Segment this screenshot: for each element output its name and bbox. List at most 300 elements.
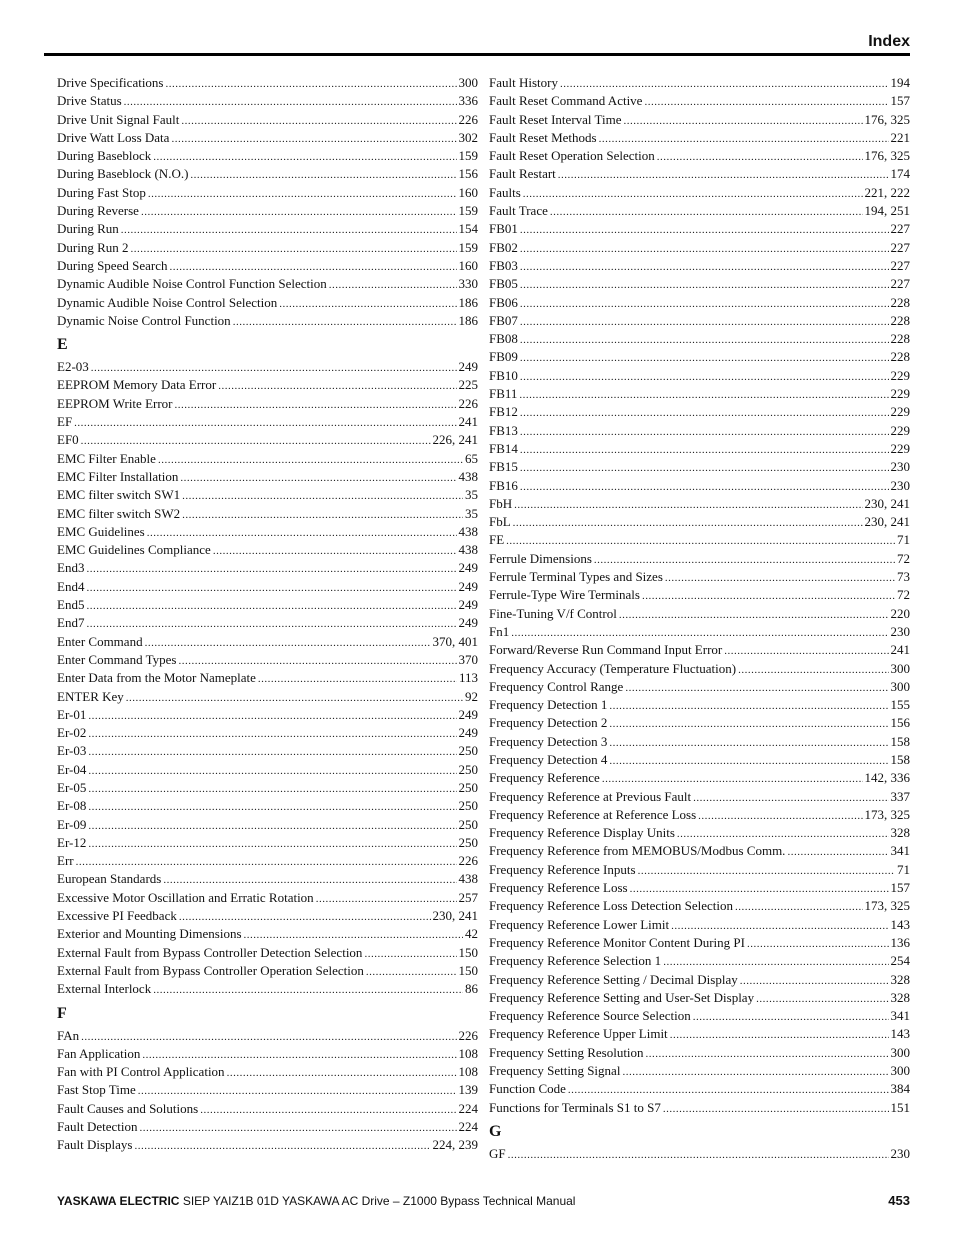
- dot-leader: [140, 1119, 457, 1137]
- dot-leader: [329, 276, 457, 294]
- index-page-ref: 226: [458, 395, 478, 411]
- dot-leader: [81, 432, 431, 450]
- index-page-ref: 151: [890, 1099, 910, 1115]
- index-term: Fine-Tuning V/f Control: [489, 605, 617, 621]
- index-page-ref: 328: [890, 989, 910, 1005]
- index-term: Frequency Reference Inputs: [489, 861, 636, 877]
- index-page-ref: 35: [465, 505, 478, 521]
- index-page-ref: 159: [458, 239, 478, 255]
- dot-leader: [609, 715, 888, 733]
- index-entry: [489, 220, 910, 238]
- index-term: Frequency Reference from MEMOBUS/Modbus Comm.: [489, 843, 786, 859]
- index-entry: [57, 816, 478, 834]
- index-entry: [57, 129, 478, 147]
- index-entry: [489, 495, 910, 513]
- index-page-ref: 249: [458, 560, 478, 576]
- index-entry: [489, 660, 910, 678]
- index-entry: [489, 129, 910, 147]
- index-entry: [489, 751, 910, 769]
- dot-leader: [594, 551, 895, 569]
- index-page-ref: 336: [458, 93, 478, 109]
- index-entry: [489, 550, 910, 568]
- index-page-ref: 250: [458, 743, 478, 759]
- index-page-ref: 249: [458, 725, 478, 741]
- index-page-ref: 73: [897, 569, 910, 585]
- dot-leader: [88, 743, 456, 761]
- index-entry: [489, 842, 910, 860]
- index-term: ENTER Key: [57, 688, 124, 704]
- dot-leader: [147, 524, 457, 542]
- index-page-ref: 142, 336: [864, 770, 910, 786]
- index-page-ref: 226: [458, 111, 478, 127]
- dot-leader: [670, 1026, 889, 1044]
- index-entry: [57, 275, 478, 293]
- index-page-ref: 230, 241: [864, 514, 910, 530]
- dot-leader: [88, 835, 456, 853]
- index-entry: [489, 477, 910, 495]
- index-term: Fault Detection: [57, 1119, 138, 1135]
- index-entry: [57, 376, 478, 394]
- dot-leader: [227, 1064, 457, 1082]
- index-page-ref: 227: [890, 221, 910, 237]
- index-page-ref: 159: [458, 203, 478, 219]
- index-term: During Speed Search: [57, 257, 168, 273]
- index-page-ref: 250: [458, 834, 478, 850]
- index-page-ref: 302: [458, 129, 478, 145]
- index-entry: [57, 165, 478, 183]
- dot-leader: [364, 945, 456, 963]
- dot-leader: [638, 862, 895, 880]
- index-term: FB13: [489, 422, 518, 438]
- index-entry: [489, 1007, 910, 1025]
- index-term: Fan with PI Control Application: [57, 1064, 225, 1080]
- index-term: FB16: [489, 477, 518, 493]
- index-entry: [57, 962, 478, 980]
- dot-leader: [514, 496, 862, 514]
- index-entry: [489, 861, 910, 879]
- index-page-ref: 143: [890, 916, 910, 932]
- index-page-ref: 157: [890, 880, 910, 896]
- index-entry: [489, 275, 910, 293]
- dot-leader: [178, 652, 456, 670]
- index-entry: [489, 952, 910, 970]
- dot-leader: [153, 148, 456, 166]
- index-entry: [489, 403, 910, 421]
- dot-leader: [646, 1045, 889, 1063]
- index-term: Dynamic Audible Noise Control Selection: [57, 294, 278, 310]
- index-term: Enter Data from the Motor Nameplate: [57, 670, 256, 686]
- index-term: Er-05: [57, 779, 87, 795]
- index-entry: [57, 614, 478, 632]
- dot-leader: [148, 185, 457, 203]
- index-term: Forward/Reverse Run Command Input Error: [489, 642, 723, 658]
- index-term: EMC filter switch SW1: [57, 487, 181, 503]
- index-entry: [489, 879, 910, 897]
- dot-leader: [520, 276, 889, 294]
- index-entry: [57, 184, 478, 202]
- dot-leader: [609, 734, 888, 752]
- dot-leader: [316, 890, 457, 908]
- index-entry: [489, 623, 910, 641]
- index-page-ref: 330: [458, 276, 478, 292]
- index-entry: [57, 907, 478, 925]
- index-term: End3: [57, 560, 85, 576]
- index-page-ref: 176, 325: [864, 148, 910, 164]
- index-term: Frequency Reference Loss Detection Selection: [489, 898, 734, 914]
- index-page-ref: 221: [890, 129, 910, 145]
- index-term: Frequency Detection 2: [489, 715, 608, 731]
- index-page-ref: 300: [458, 75, 478, 90]
- index-term: EF0: [57, 432, 79, 448]
- index-entry: [57, 395, 478, 413]
- index-term: FB14: [489, 440, 518, 456]
- index-term: During Run 2: [57, 239, 129, 255]
- dot-leader: [182, 506, 463, 524]
- header-rule: [44, 53, 910, 56]
- index-page-ref: 156: [890, 715, 910, 731]
- index-term: Frequency Reference at Previous Fault: [489, 788, 692, 804]
- index-term: FB08: [489, 331, 518, 347]
- index-page-ref: 224, 239: [432, 1137, 478, 1153]
- dot-leader: [599, 130, 889, 148]
- dot-leader: [233, 313, 457, 331]
- index-page-ref: 300: [890, 1044, 910, 1060]
- index-entry: [489, 678, 910, 696]
- index-page-ref: 250: [458, 779, 478, 795]
- index-entry: [489, 92, 910, 110]
- index-letter-heading: F: [57, 1004, 67, 1022]
- dot-leader: [520, 423, 889, 441]
- index-page-ref: 226, 241: [432, 432, 478, 448]
- dot-leader: [131, 240, 457, 258]
- index-term: Fault Reset Interval Time: [489, 111, 622, 127]
- dot-leader: [520, 331, 889, 349]
- dot-leader: [179, 908, 431, 926]
- dot-leader: [665, 569, 895, 587]
- index-term: Fault Reset Methods: [489, 129, 597, 145]
- index-page-ref: 370: [458, 651, 478, 667]
- index-term: FB12: [489, 404, 518, 420]
- dot-leader: [181, 112, 456, 130]
- index-entry: [57, 1027, 478, 1045]
- dot-leader: [134, 1137, 430, 1155]
- index-page-ref: 108: [458, 1064, 478, 1080]
- dot-leader: [76, 853, 457, 871]
- index-page-ref: 143: [890, 1026, 910, 1042]
- dot-leader: [88, 725, 456, 743]
- index-entry: [489, 714, 910, 732]
- index-term: Frequency Reference Setting and User-Set Display: [489, 989, 755, 1005]
- index-entry: [57, 779, 478, 797]
- index-page-ref: 250: [458, 798, 478, 814]
- dot-leader: [520, 313, 889, 331]
- dot-leader: [523, 185, 863, 203]
- index-entry: [489, 202, 910, 220]
- index-entry: [57, 468, 478, 486]
- index-term: Er-08: [57, 798, 87, 814]
- index-term: FE: [489, 532, 505, 548]
- index-term: During Run: [57, 221, 119, 237]
- index-term: Frequency Reference Display Units: [489, 825, 675, 841]
- dot-leader: [622, 1063, 888, 1081]
- index-entry: [489, 696, 910, 714]
- index-page-ref: 228: [890, 349, 910, 365]
- index-term: Frequency Reference Selection 1: [489, 953, 662, 969]
- dot-leader: [747, 935, 889, 953]
- index-page-ref: 300: [890, 678, 910, 694]
- index-term: Dynamic Noise Control Function: [57, 312, 231, 328]
- index-entry: [489, 897, 910, 915]
- index-term: Ferrule-Type Wire Terminals: [489, 587, 640, 603]
- dot-leader: [619, 606, 889, 624]
- index-page-ref: 328: [890, 971, 910, 987]
- index-term: European Standards: [57, 871, 162, 887]
- index-entry: [57, 761, 478, 779]
- index-page-ref: 160: [458, 257, 478, 273]
- index-term: Function Code: [489, 1081, 566, 1097]
- dot-leader: [158, 451, 463, 469]
- dot-leader: [520, 295, 889, 313]
- dot-leader: [520, 240, 889, 258]
- index-term: FB06: [489, 294, 518, 310]
- index-term: Dynamic Audible Noise Control Function Selection: [57, 276, 327, 292]
- dot-leader: [166, 75, 457, 93]
- dot-leader: [141, 203, 457, 221]
- index-entry: [489, 971, 910, 989]
- index-term: FbH: [489, 495, 513, 511]
- index-term: Fault History: [489, 75, 558, 90]
- index-entry: [57, 651, 478, 669]
- index-term: Fault Reset Command Active: [489, 93, 643, 109]
- dot-leader: [520, 441, 889, 459]
- dot-leader: [138, 1082, 457, 1100]
- index-page-ref: 186: [458, 294, 478, 310]
- index-page-ref: 228: [890, 312, 910, 328]
- dot-leader: [513, 514, 863, 532]
- index-entry: [57, 312, 478, 330]
- index-entry: [57, 486, 478, 504]
- index-term: FB05: [489, 276, 518, 292]
- dot-leader: [200, 1101, 456, 1119]
- dot-leader: [520, 349, 889, 367]
- index-term: Drive Unit Signal Fault: [57, 111, 180, 127]
- index-term: Frequency Setting Resolution: [489, 1044, 644, 1060]
- index-page-ref: 225: [458, 377, 478, 393]
- dot-leader: [519, 386, 888, 404]
- index-term: End7: [57, 615, 85, 631]
- index-entry: [57, 202, 478, 220]
- index-term: Frequency Reference Lower Limit: [489, 916, 670, 932]
- dot-leader: [511, 624, 888, 642]
- dot-leader: [86, 597, 456, 615]
- index-entry: [57, 925, 478, 943]
- index-page-ref: 71: [897, 532, 910, 548]
- index-term: Frequency Detection 1: [489, 697, 608, 713]
- dot-leader: [698, 807, 862, 825]
- dot-leader: [218, 377, 456, 395]
- index-term: FB02: [489, 239, 518, 255]
- index-entry: [489, 111, 910, 129]
- index-entry: [489, 367, 910, 385]
- index-term: EF: [57, 414, 73, 430]
- index-page-ref: 71: [897, 861, 910, 877]
- index-page-ref: 438: [458, 542, 478, 558]
- dot-leader: [88, 798, 456, 816]
- index-page-ref: 249: [458, 359, 478, 375]
- index-entry: [57, 1081, 478, 1099]
- index-page-ref: 160: [458, 184, 478, 200]
- index-page-ref: 249: [458, 578, 478, 594]
- index-term: Frequency Reference Setting / Decimal Display: [489, 971, 738, 987]
- index-page-ref: 328: [890, 825, 910, 841]
- index-entry: [489, 1025, 910, 1043]
- index-term: EMC Guidelines: [57, 523, 145, 539]
- index-term: Enter Command: [57, 633, 143, 649]
- index-term: Enter Command Types: [57, 651, 177, 667]
- index-term: Frequency Reference Monitor Content During PI: [489, 934, 745, 950]
- index-page-ref: 72: [897, 550, 910, 566]
- index-page-ref: 35: [465, 487, 478, 503]
- index-page-ref: 72: [897, 587, 910, 603]
- footer-brand: YASKAWA ELECTRIC: [57, 1194, 180, 1208]
- index-entry: [57, 596, 478, 614]
- dot-leader: [671, 917, 888, 935]
- index-page-ref: 194, 251: [864, 203, 910, 219]
- index-page-ref: 438: [458, 871, 478, 887]
- index-term: During Fast Stop: [57, 184, 146, 200]
- dot-leader: [609, 752, 888, 770]
- index-entry: [489, 348, 910, 366]
- index-term: Excessive Motor Oscillation and Erratic Rotation: [57, 889, 314, 905]
- index-entry: [57, 431, 478, 449]
- index-entry: [489, 934, 910, 952]
- index-entry: [489, 916, 910, 934]
- index-page-ref: 173, 325: [864, 898, 910, 914]
- dot-leader: [663, 1100, 889, 1118]
- index-page-ref: 241: [890, 642, 910, 658]
- dot-leader: [213, 542, 457, 560]
- index-page-ref: 438: [458, 468, 478, 484]
- index-page-ref: 227: [890, 257, 910, 273]
- dot-leader: [568, 1081, 889, 1099]
- index-term: Fault Causes and Solutions: [57, 1100, 199, 1116]
- dot-leader: [86, 560, 456, 578]
- dot-leader: [677, 825, 889, 843]
- index-page-ref: 155: [890, 697, 910, 713]
- index-term: EEPROM Memory Data Error: [57, 377, 217, 393]
- index-entry: [57, 450, 478, 468]
- index-page-ref: 230, 241: [864, 495, 910, 511]
- index-page-ref: 229: [890, 367, 910, 383]
- index-page-ref: 337: [890, 788, 910, 804]
- index-page-ref: 150: [458, 962, 478, 978]
- index-page-ref: 230: [890, 1145, 910, 1161]
- index-entry: [489, 458, 910, 476]
- index-term: Excessive PI Feedback: [57, 908, 177, 924]
- dot-leader: [153, 981, 463, 999]
- index-page-ref: 158: [890, 733, 910, 749]
- index-page-ref: 92: [465, 688, 478, 704]
- index-page-ref: 108: [458, 1045, 478, 1061]
- index-page-ref: 230: [890, 623, 910, 639]
- index-term: Frequency Detection 4: [489, 751, 608, 767]
- index-page-ref: 230: [890, 459, 910, 475]
- index-page-ref: 227: [890, 239, 910, 255]
- index-page-ref: 150: [458, 944, 478, 960]
- index-page-ref: 229: [890, 404, 910, 420]
- index-entry: [489, 605, 910, 623]
- index-term: Er-04: [57, 761, 87, 777]
- index-page-ref: 159: [458, 148, 478, 164]
- index-term: Err: [57, 853, 74, 869]
- index-term: FB07: [489, 312, 518, 328]
- index-term: Frequency Control Range: [489, 678, 624, 694]
- index-page-ref: 86: [465, 981, 478, 997]
- index-column-right: [489, 74, 910, 1163]
- index-entry: [489, 568, 910, 586]
- index-page-ref: 157: [890, 93, 910, 109]
- index-entry: [57, 294, 478, 312]
- index-term: EEPROM Write Error: [57, 395, 173, 411]
- index-entry: [489, 312, 910, 330]
- index-page-ref: 250: [458, 816, 478, 832]
- dot-leader: [756, 990, 888, 1008]
- index-page-ref: 227: [890, 276, 910, 292]
- index-page-ref: 224: [458, 1100, 478, 1116]
- index-entry: [489, 1145, 910, 1163]
- index-term: Fault Displays: [57, 1137, 133, 1153]
- index-page-ref: 194: [890, 75, 910, 90]
- index-term: Ferrule Terminal Types and Sizes: [489, 569, 663, 585]
- index-entry: [489, 1080, 910, 1098]
- index-term: FB03: [489, 257, 518, 273]
- index-term: Frequency Reference at Reference Loss: [489, 806, 697, 822]
- index-entry: [489, 824, 910, 842]
- index-term: During Baseblock (N.O.): [57, 166, 189, 182]
- index-page-ref: 220: [890, 605, 910, 621]
- index-term: Drive Status: [57, 93, 122, 109]
- index-term: Frequency Reference Upper Limit: [489, 1026, 668, 1042]
- index-entry: [57, 742, 478, 760]
- index-term: Er-09: [57, 816, 87, 832]
- index-entry: [489, 294, 910, 312]
- index-entry: [489, 74, 910, 92]
- dot-leader: [520, 404, 889, 422]
- index-page-ref: 257: [458, 889, 478, 905]
- index-entry: [489, 788, 910, 806]
- index-entry: [57, 834, 478, 852]
- index-entry: [57, 578, 478, 596]
- index-entry: [57, 706, 478, 724]
- index-page-ref: 229: [890, 422, 910, 438]
- index-entry: [57, 239, 478, 257]
- index-term: Faults: [489, 184, 521, 200]
- dot-leader: [88, 817, 456, 835]
- index-page-ref: 221, 222: [864, 184, 910, 200]
- dot-leader: [74, 414, 456, 432]
- dot-leader: [163, 871, 456, 889]
- index-page-ref: 249: [458, 615, 478, 631]
- index-term: FB09: [489, 349, 518, 365]
- index-page-ref: 230, 241: [432, 908, 478, 924]
- index-page-ref: 229: [890, 440, 910, 456]
- index-page-ref: 42: [465, 926, 478, 942]
- index-entry: [489, 422, 910, 440]
- index-term: EMC Filter Installation: [57, 468, 179, 484]
- dot-leader: [126, 689, 463, 707]
- index-entry: [57, 559, 478, 577]
- index-page-ref: 341: [890, 1008, 910, 1024]
